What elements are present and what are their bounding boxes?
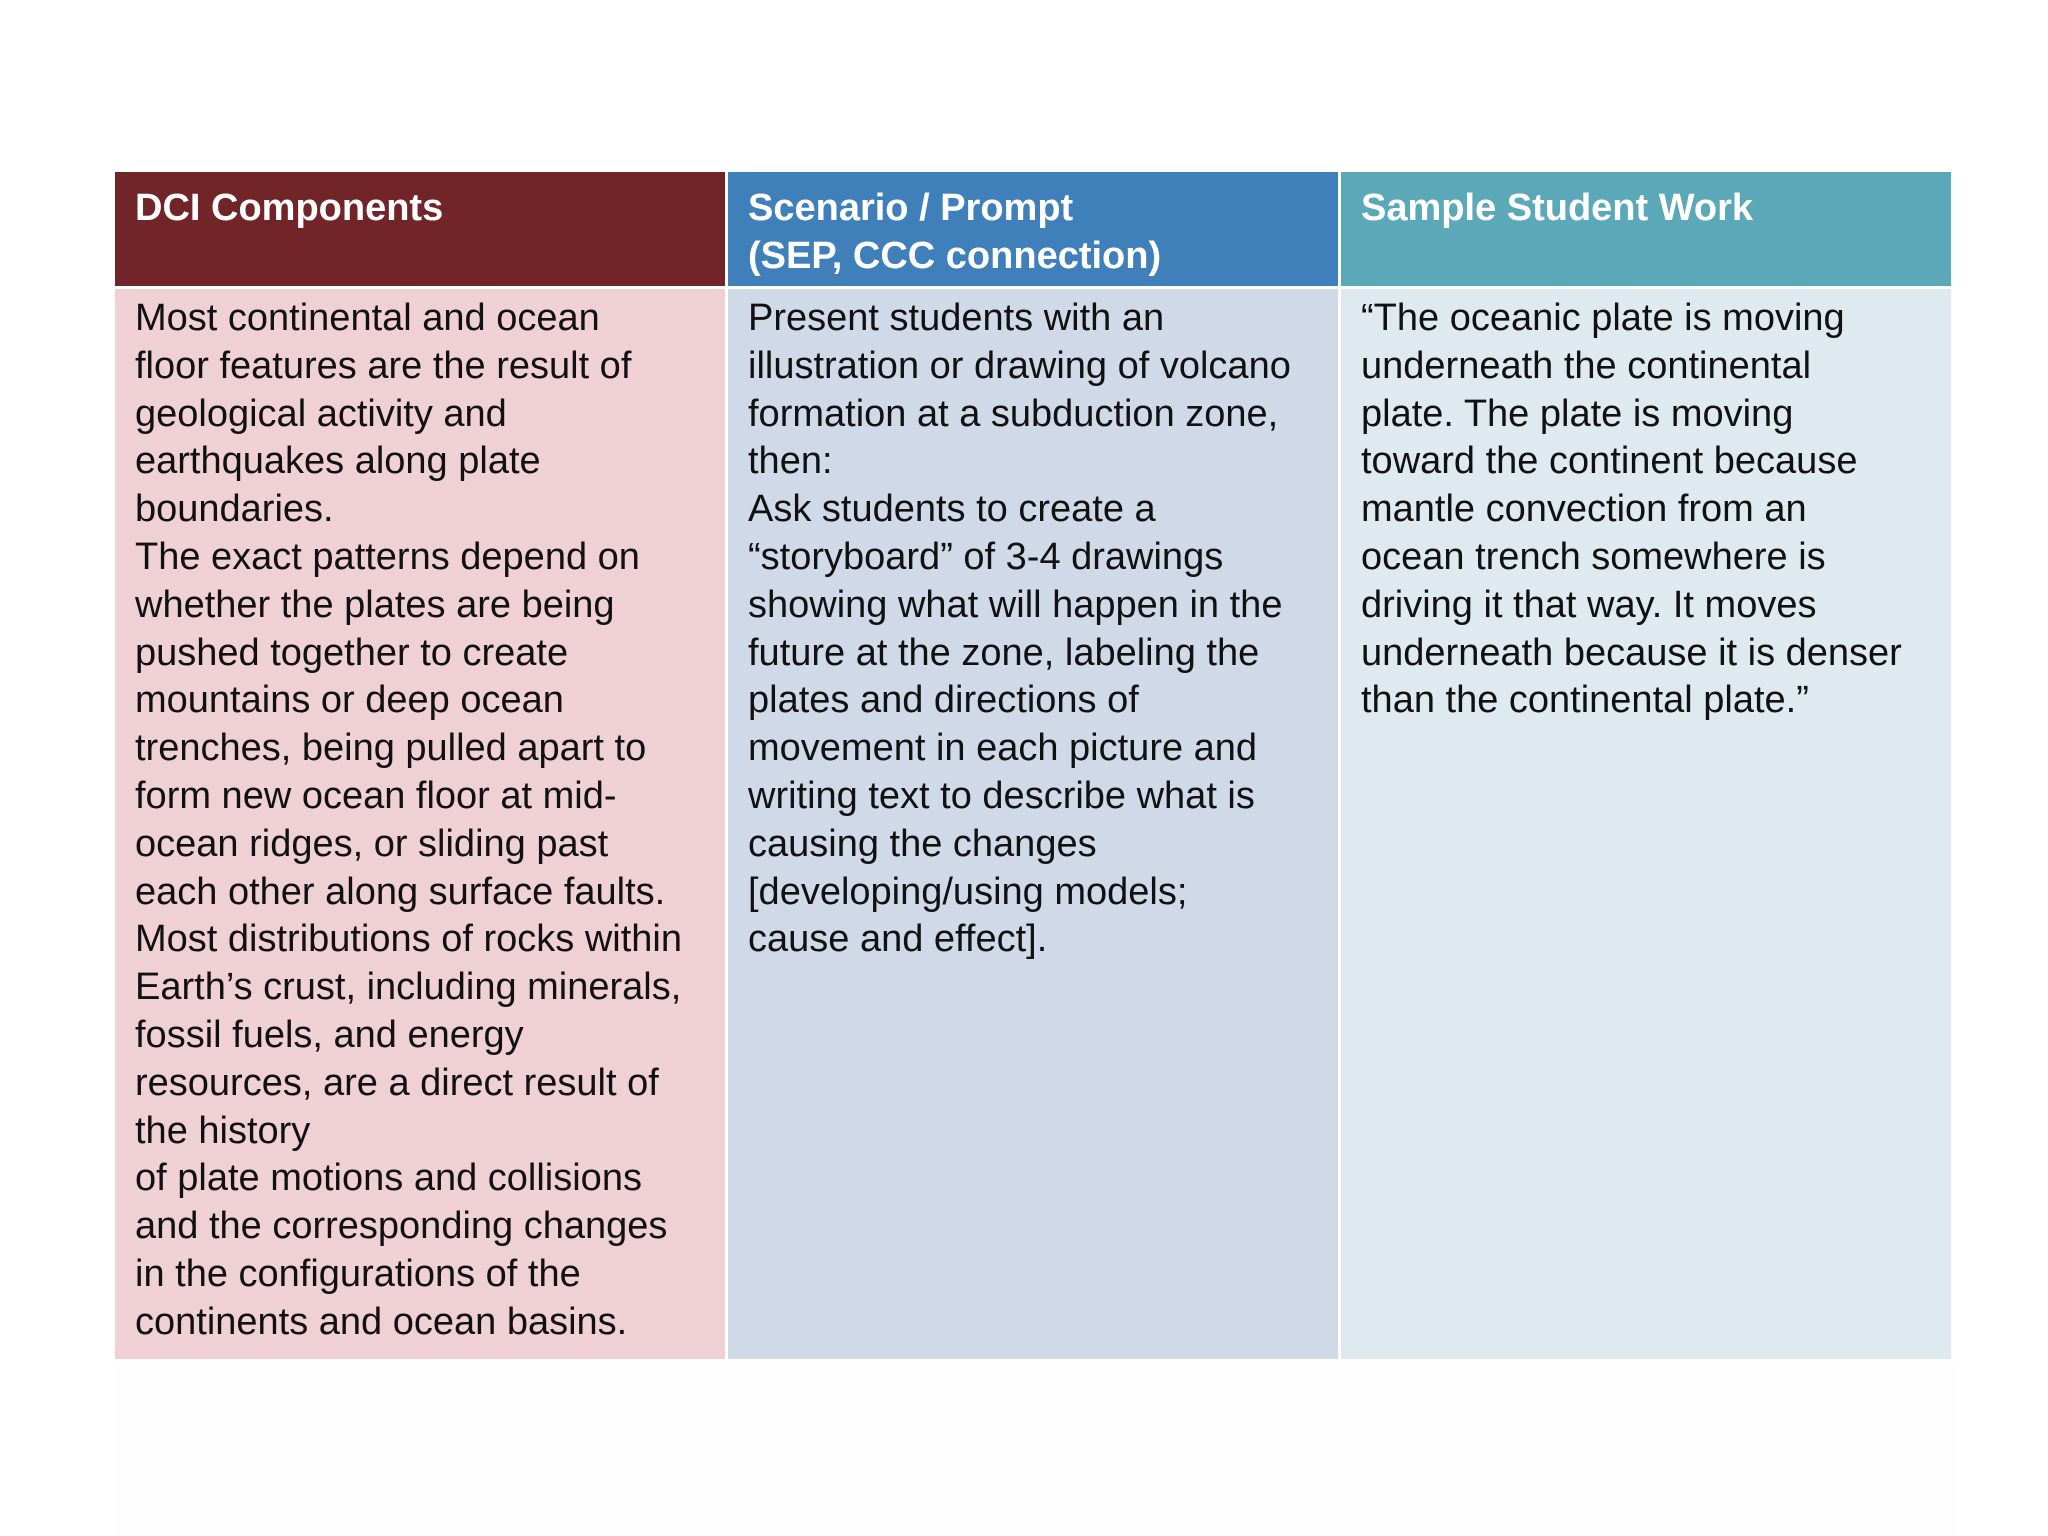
header-line: Sample Student Work	[1361, 187, 1754, 229]
header-line: DCI Components	[135, 187, 444, 229]
text-line: continents and ocean basins.	[135, 1300, 628, 1343]
text-line: [developing/using models;	[748, 870, 1188, 913]
text-line: mountains or deep ocean	[135, 679, 564, 722]
text-line: geological activity and	[135, 392, 507, 435]
text-line: each other along surface faults.	[135, 870, 666, 913]
header-scenario-prompt	[728, 172, 1338, 286]
text-line: ocean trench somewhere is	[1361, 535, 1826, 578]
text-line: “storyboard” of 3-4 drawings	[748, 535, 1224, 578]
text-line: then:	[748, 440, 833, 483]
text-line: “The oceanic plate is moving	[1361, 297, 1845, 339]
text-line: mantle convection from an	[1361, 488, 1807, 531]
cell-scenario-prompt	[728, 289, 1338, 1359]
text-line: earthquakes along plate	[135, 440, 541, 483]
text-line: boundaries.	[135, 488, 334, 531]
table-row	[115, 289, 1951, 1359]
text-line: resources, are a direct result of	[135, 1061, 659, 1104]
header-line: Scenario / Prompt	[748, 187, 1074, 229]
text-line: fossil fuels, and energy	[135, 1013, 524, 1056]
text-line: writing text to describe what is	[748, 774, 1255, 817]
text-line: future at the zone, labeling the	[748, 631, 1260, 674]
cell-dci-components	[115, 289, 725, 1359]
text-line: form new ocean floor at mid-	[135, 774, 617, 817]
header-line: (SEP, CCC connection)	[748, 235, 1162, 277]
text-line: ocean ridges, or sliding past	[135, 822, 609, 865]
slide-footer-area	[115, 1362, 1955, 1536]
dci-table	[112, 169, 1954, 1362]
text-line: formation at a subduction zone,	[748, 392, 1279, 435]
text-line: plates and directions of	[748, 679, 1139, 722]
cell-sample-student-work	[1341, 289, 1951, 1359]
text-line: showing what will happen in the	[748, 583, 1283, 626]
text-line: underneath because it is denser	[1361, 631, 1902, 674]
text-line: the history	[135, 1109, 311, 1152]
text-line: causing the changes	[748, 822, 1097, 865]
text-line: and the corresponding changes	[135, 1205, 668, 1248]
text-line: Most distributions of rocks within	[135, 918, 682, 961]
text-line: in the configurations of the	[135, 1252, 581, 1295]
text-line: of plate motions and collisions	[135, 1157, 642, 1200]
text-line: toward the continent because	[1361, 440, 1858, 483]
text-line: The exact patterns depend on	[135, 535, 640, 578]
text-line: underneath the continental	[1361, 344, 1812, 387]
header-dci-components	[115, 172, 725, 286]
text-line: floor features are the result of	[135, 344, 632, 387]
text-line: Ask students to create a	[748, 488, 1156, 531]
text-line: whether the plates are being	[135, 583, 615, 626]
text-line: movement in each picture and	[748, 727, 1258, 770]
text-line: illustration or drawing of volcano	[748, 344, 1291, 387]
text-line: pushed together to create	[135, 631, 569, 674]
header-sample-student-work	[1341, 172, 1951, 286]
text-line: Earth’s crust, including minerals,	[135, 966, 682, 1009]
text-line: driving it that way. It moves	[1361, 583, 1817, 626]
text-line: trenches, being pulled apart to	[135, 727, 647, 770]
text-line: Present students with an	[748, 297, 1165, 339]
header-row	[115, 172, 1951, 286]
text-line: cause and effect].	[748, 918, 1048, 961]
text-line: than the continental plate.”	[1361, 679, 1809, 722]
text-line: Most continental and ocean	[135, 297, 600, 339]
text-line: plate. The plate is moving	[1361, 392, 1794, 435]
